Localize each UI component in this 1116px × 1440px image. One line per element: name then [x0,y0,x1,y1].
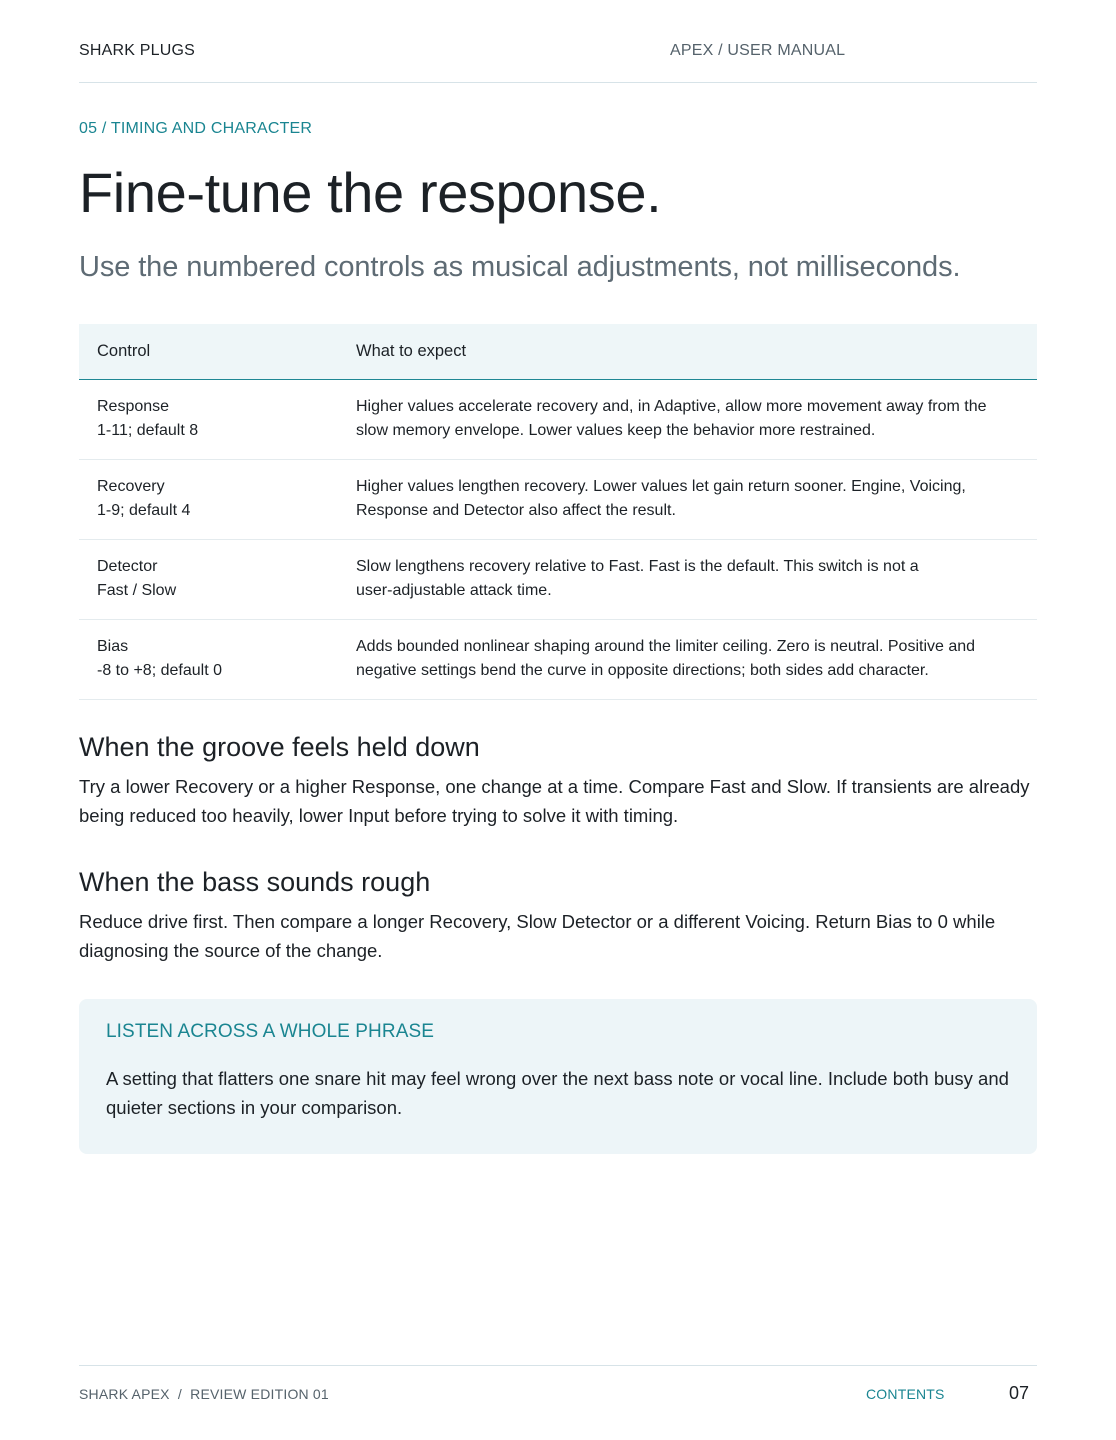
expect-text: slow memory envelope. Lower values keep the behavior more restrained. [356,421,876,439]
controls-table [79,324,1037,700]
table-header-row [79,324,1037,380]
expect-text: Response and Detector also affect the result. [356,501,676,519]
footer-divider [79,1365,1037,1366]
column-header-expect: What to expect [356,342,467,360]
control-name: Recovery [97,478,165,495]
page-subtitle: Use the numbered controls as musical adjustments, not milliseconds. [79,251,961,283]
page-number: 07 [1009,1383,1030,1403]
expect-cell [356,635,1026,682]
page-header [79,42,1037,62]
groove-heading: When the groove feels held down [79,732,480,762]
control-cell [97,475,337,522]
document-title: APEX / USER MANUAL [670,42,846,59]
table-row [79,620,1037,700]
expect-text: negative settings bend the curve in opposite directions; both sides add character. [356,661,929,679]
control-range: 1-9; default 4 [97,501,191,519]
expect-cell [356,555,1026,602]
control-range: -8 to +8; default 0 [97,661,222,679]
page-footer [79,1383,1037,1406]
expect-text: Adds bounded nonlinear shaping around the limiter ceiling. Zero is neutral. Positive and [356,638,976,655]
table-row [79,540,1037,620]
contents-link[interactable]: CONTENTS [866,1386,945,1402]
bass-paragraph: Reduce drive first. Then compare a longer Recovery, Slow Detector or a different Voicing. Return Bias to 0 while diagnosing the source of the change. [79,911,996,961]
callout-label: LISTEN ACROSS A WHOLE PHRASE [106,1021,435,1042]
brand-name: SHARK PLUGS [79,42,196,59]
section-eyebrow: 05 / TIMING AND CHARACTER [79,120,313,137]
table-row [79,460,1037,540]
control-cell [97,395,337,442]
expect-text: user-adjustable attack time. [356,581,552,599]
table-row [79,380,1037,460]
control-range: 1-11; default 8 [97,421,199,439]
expect-text: Higher values accelerate recovery and, in Adaptive, allow more movement away from the [356,398,987,415]
control-name: Response [97,398,170,415]
manual-page [79,0,1037,1440]
callout-text: A setting that flatters one snare hit may feel wrong over the next bass note or vocal line. Include both busy and quieter sections in your comparison. [106,1068,1009,1118]
expect-text: Slow lengthens recovery relative to Fast. Fast is the default. This switch is not a [356,558,919,575]
column-header-control: Control [97,342,151,360]
control-cell [97,555,337,602]
control-range: Fast / Slow [97,581,177,599]
header-divider [79,82,1037,83]
bass-heading: When the bass sounds rough [79,867,431,897]
expect-cell [356,475,1026,522]
expect-text: Higher values lengthen recovery. Lower values let gain return sooner. Engine, Voicing, [356,478,966,495]
tip-callout [79,999,1037,1154]
groove-paragraph: Try a lower Recovery or a higher Response, one change at a time. Compare Fast and Slow. If transients are already being reduced too heavily, lower Input before trying to solve it with timing. [79,776,1030,826]
expect-cell [356,395,1026,442]
control-cell [97,635,337,682]
page-title: Fine-tune the response. [79,161,662,224]
control-name: Detector [97,558,158,575]
footer-edition: SHARK APEX / REVIEW EDITION 01 [79,1386,329,1402]
control-name: Bias [97,638,129,655]
